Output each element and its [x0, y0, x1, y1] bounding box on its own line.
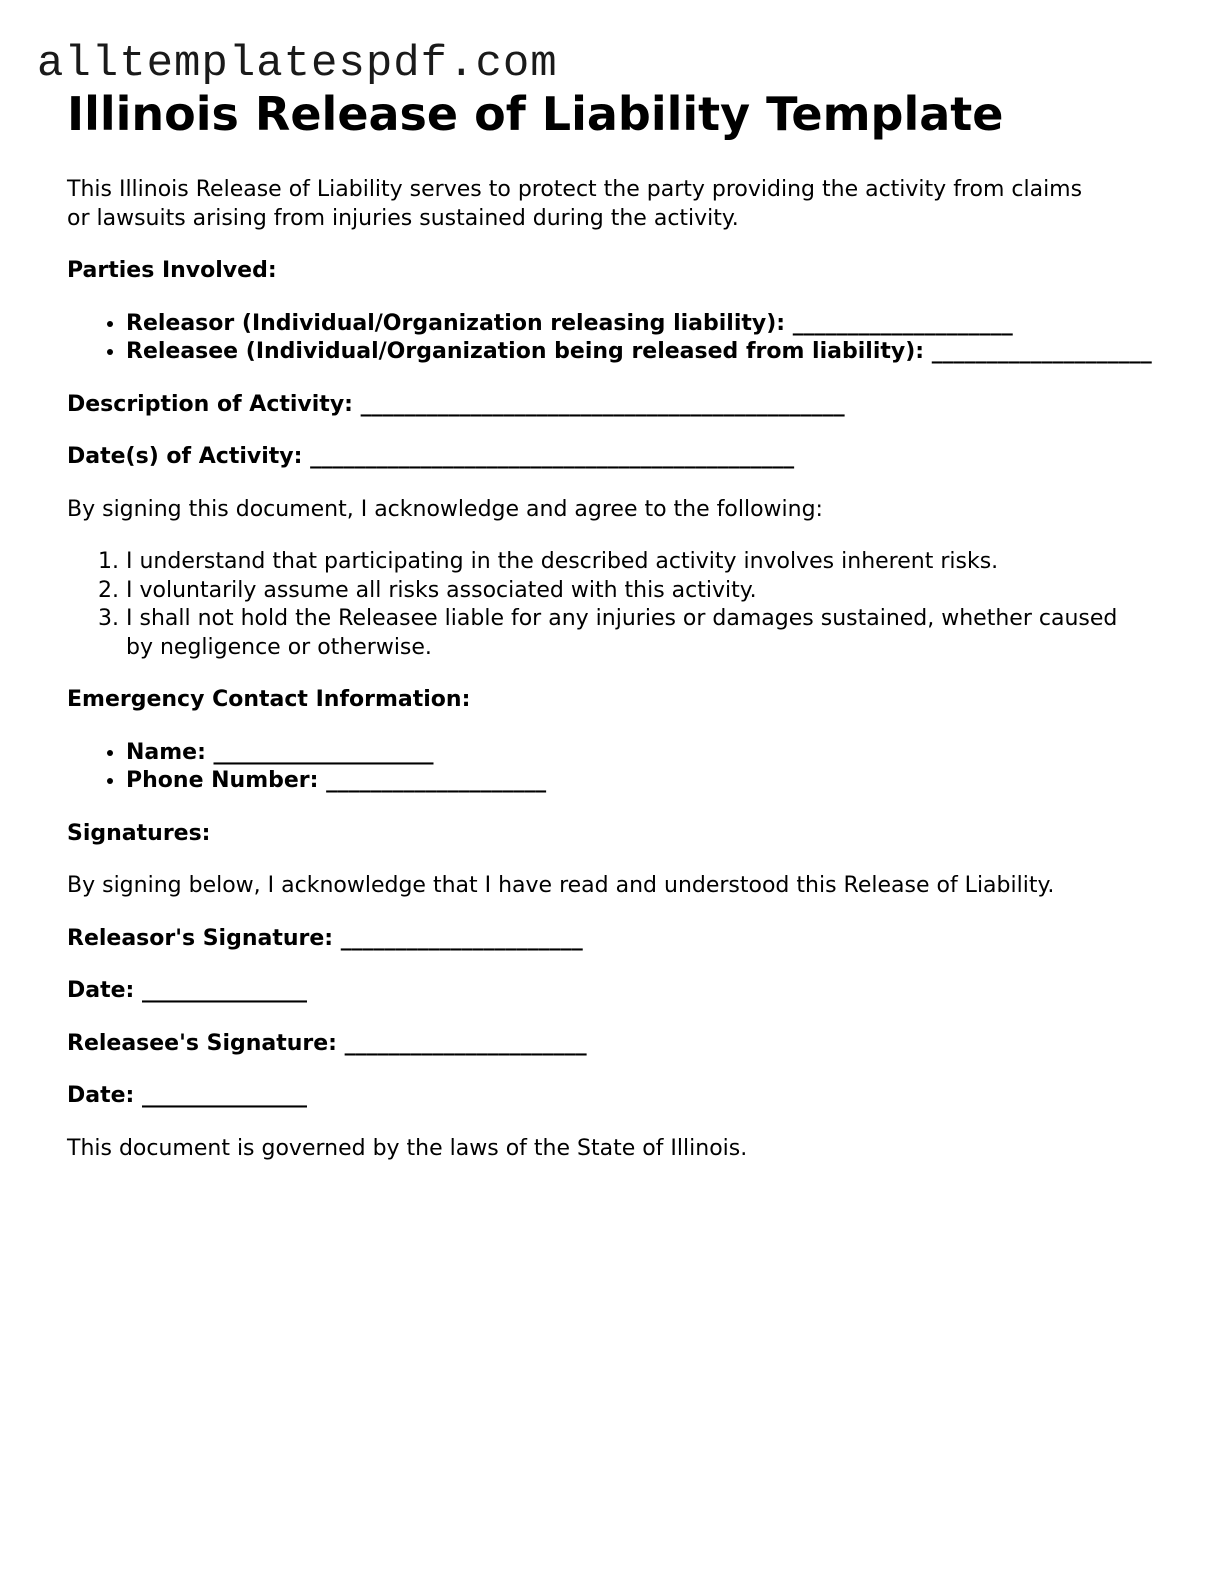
footer-text: This document is governed by the laws of the State of Illinois. — [67, 1135, 748, 1161]
parties-list — [67, 310, 1177, 367]
acknowledgement-item: 1. I understand that participating in the described activity involves inherent risks. — [126, 548, 1126, 577]
releasee-date-field[interactable]: Date: _______________ — [67, 1083, 308, 1108]
releasee-signature-field[interactable]: Releasee's Signature: ______________________ — [67, 1030, 587, 1056]
releasor-date-field[interactable]: Date: _______________ — [67, 978, 308, 1003]
releasee-field[interactable]: • Releasee (Individual/Organization being released from liability): ____________________ — [126, 338, 1177, 367]
parties-heading: Parties Involved: — [67, 258, 277, 283]
emergency-name-field[interactable]: • Name: ____________________ — [126, 739, 1177, 768]
releasor-signature-field[interactable]: Releasor's Signature: ______________________ — [67, 925, 583, 951]
activity-description-field[interactable]: Description of Activity: ____________________________________________ — [67, 391, 845, 417]
acknowledgement-list — [67, 548, 1126, 662]
signatures-heading: Signatures: — [67, 820, 211, 846]
signatures-lead: By signing below, I acknowledge that I have read and understood this Release of Liability. — [67, 873, 1055, 898]
activity-dates-field[interactable]: Date(s) of Activity: ____________________________________________ — [67, 444, 795, 469]
acknowledgement-lead: By signing this document, I acknowledge and agree to the following: — [67, 496, 823, 522]
document-body — [67, 86, 1177, 1163]
acknowledgement-item: 3. I shall not hold the Releasee liable for any injuries or damages sustained, whether caused by negligence or otherwise. — [126, 605, 1126, 662]
intro-paragraph: This Illinois Release of Liability serves to protect the party providing the activity from claims or lawsuits arising from injuries sustained during the activity. — [67, 177, 1083, 231]
releasor-field[interactable]: • Releasor (Individual/Organization releasing liability): ____________________ — [126, 310, 1177, 339]
document-title: Illinois Release of Liability Template — [67, 87, 1004, 141]
watermark-text: alltemplatespdf.com — [37, 39, 558, 89]
acknowledgement-item: 2. I voluntarily assume all risks associated with this activity. — [126, 577, 1126, 606]
emergency-heading: Emergency Contact Information: — [67, 687, 471, 712]
emergency-list — [67, 739, 1177, 796]
emergency-phone-field[interactable]: • Phone Number: ____________________ — [126, 767, 1177, 796]
